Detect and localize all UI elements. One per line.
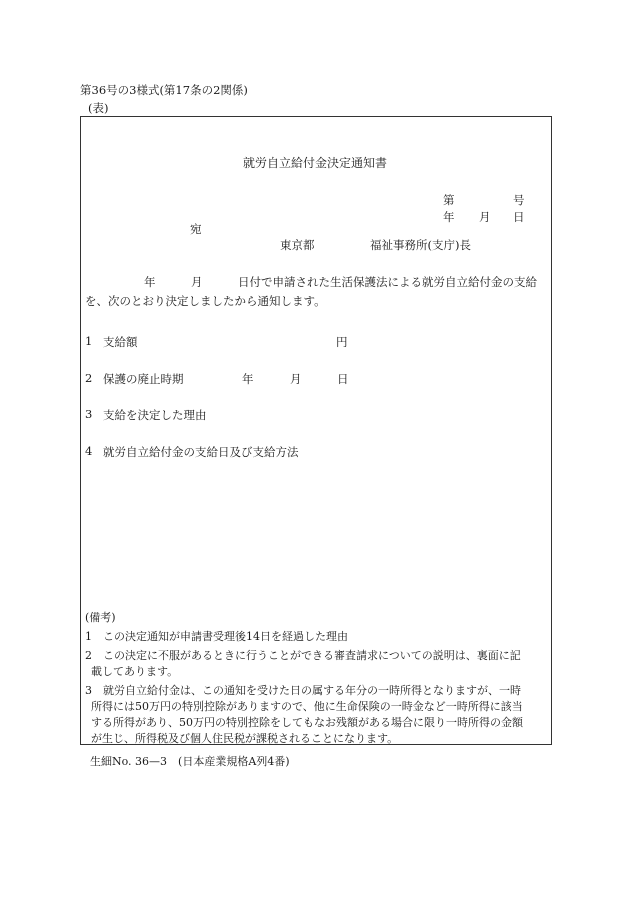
form-side-label: (表) bbox=[88, 101, 109, 115]
remarks-heading: (備考) bbox=[85, 611, 116, 624]
item-3-number: 3 bbox=[85, 407, 93, 421]
item-2-label: 保護の廃止時期 bbox=[103, 372, 184, 386]
body-year-label: 年 bbox=[144, 275, 156, 289]
remark-1-text: この決定通知が申請書受理後14日を経過した理由 bbox=[103, 630, 348, 643]
item-1-number: 1 bbox=[85, 334, 93, 348]
item-3-label: 支給を決定した理由 bbox=[103, 408, 207, 422]
remark-2-number: 2 bbox=[85, 649, 92, 662]
notice-form bbox=[80, 116, 552, 745]
remark-3-line-1: 就労自立給付金は、この通知を受けた日の属する年分の一時所得となりますが、一時 bbox=[103, 684, 521, 697]
remark-3-line-3: する所得があり、50万円の特別控除をしてもなお残額がある場合に限り一時所得の金額 bbox=[91, 716, 523, 729]
item-1-label: 支給額 bbox=[103, 335, 138, 349]
form-number: 第36号の3様式(第17条の2関係) bbox=[80, 83, 248, 97]
remark-2-line-1: この決定に不服があるときに行うことができる審査請求についての説明は、裏面に記 bbox=[103, 649, 521, 662]
addressee-suffix: 宛 bbox=[190, 222, 202, 236]
doc-number-suffix: 号 bbox=[513, 193, 525, 207]
doc-number-prefix: 第 bbox=[443, 193, 455, 207]
remark-3-line-4: が生じ、所得税及び個人住民税が課税されることになります。 bbox=[91, 732, 399, 745]
issuer-city: 東京都 bbox=[280, 238, 315, 252]
date-year-label: 年 bbox=[443, 210, 455, 224]
remark-3-number: 3 bbox=[85, 684, 92, 697]
body-month-label: 月 bbox=[191, 275, 203, 289]
item-2-number: 2 bbox=[85, 371, 93, 385]
issuer-office: 福祉事務所(支庁)長 bbox=[370, 238, 471, 252]
body-line-2: を、次のとおり決定しましたから通知します。 bbox=[85, 294, 326, 308]
remark-3-line-2: 所得には50万円の特別控除がありますので、他に生命保険の一時金など一時所得に該当 bbox=[91, 700, 523, 713]
item-4-number: 4 bbox=[85, 444, 93, 458]
item-4-label: 就労自立給付金の支給日及び支給方法 bbox=[103, 445, 299, 459]
remark-2-line-2: 載してあります。 bbox=[91, 665, 179, 678]
item-2-month-label: 月 bbox=[290, 372, 302, 386]
date-day-label: 日 bbox=[513, 210, 525, 224]
item-1-unit: 円 bbox=[336, 335, 348, 349]
document-title: 就労自立給付金決定通知書 bbox=[243, 156, 388, 170]
remark-1-number: 1 bbox=[85, 630, 92, 643]
item-2-day-label: 日 bbox=[337, 372, 349, 386]
date-month-label: 月 bbox=[479, 210, 491, 224]
body-line-1: 日付で申請された生活保護法による就労自立給付金の支給 bbox=[238, 275, 537, 289]
item-2-year-label: 年 bbox=[242, 372, 254, 386]
form-spec-footer: 生細No. 36—3 (日本産業規格A列4番) bbox=[90, 755, 290, 768]
